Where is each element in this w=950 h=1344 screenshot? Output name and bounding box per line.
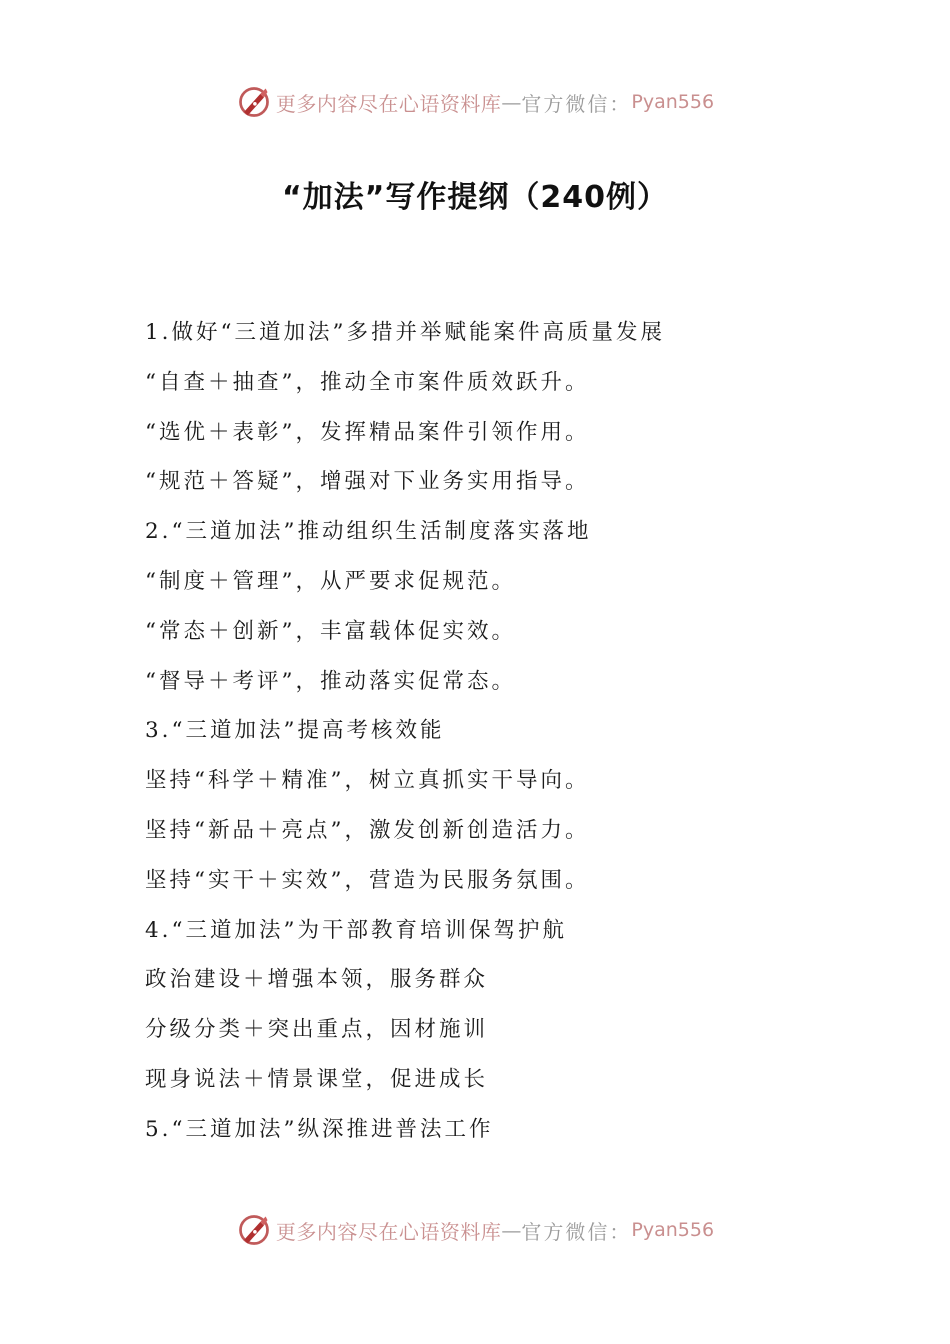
watermark-contact-label: 官方微信： [521, 1219, 632, 1244]
watermark-text: 更多内容尽在心语资料库 [275, 1219, 502, 1244]
footer-watermark [0, 1210, 950, 1250]
outline-line: 4.“三道加法”为干部教育培训保驾护航 [145, 917, 567, 943]
outline-line: 现身说法＋情景课堂，促进成长 [145, 1066, 489, 1092]
outline-line: 政治建设＋增强本领，服务群众 [145, 967, 489, 993]
outline-body [145, 315, 845, 1162]
pen-nib-logo-icon [236, 84, 272, 120]
outline-line: 2.“三道加法”推动组织生活制度落实落地 [145, 519, 592, 545]
outline-line: 坚持“实干＋实效”，营造为民服务氛围。 [145, 867, 590, 893]
outline-line: “常态＋创新”，丰富载体促实效。 [145, 618, 516, 644]
outline-line: 1.做好“三道加法”多措并举赋能案件高质量发展 [145, 320, 665, 345]
outline-line: 3.“三道加法”提高考核效能 [145, 718, 445, 744]
outline-line: 5.“三道加法”纵深推进普法工作 [145, 1116, 494, 1142]
outline-line: 坚持“新品＋亮点”，激发创新创造活力。 [145, 817, 590, 843]
outline-line: “自查＋抽查”，推动全市案件质效跃升。 [145, 369, 590, 395]
outline-line: “制度＋管理”，从严要求促规范。 [145, 568, 516, 594]
watermark-dash: — [501, 1218, 522, 1242]
watermark-dash: — [501, 90, 522, 114]
document-title: “加法”写作提纲（240例） [281, 180, 669, 215]
outline-line: “规范＋答疑”，增强对下业务实用指导。 [145, 469, 590, 495]
outline-line: 分级分类＋突出重点，因材施训 [145, 1017, 489, 1043]
outline-line: 坚持“科学＋精准”，树立真抓实干导向。 [145, 768, 590, 794]
watermark-contact-label: 官方微信： [521, 91, 632, 116]
outline-line: “选优＋表彰”，发挥精品案件引领作用。 [145, 419, 590, 445]
pen-nib-logo-icon [236, 1212, 272, 1248]
header-watermark [0, 82, 950, 122]
watermark-contact-id: Pyan556 [631, 1219, 715, 1241]
outline-line: “督导＋考评”，推动落实促常态。 [145, 668, 516, 694]
watermark-contact-id: Pyan556 [631, 91, 715, 113]
watermark-text: 更多内容尽在心语资料库 [275, 91, 502, 116]
